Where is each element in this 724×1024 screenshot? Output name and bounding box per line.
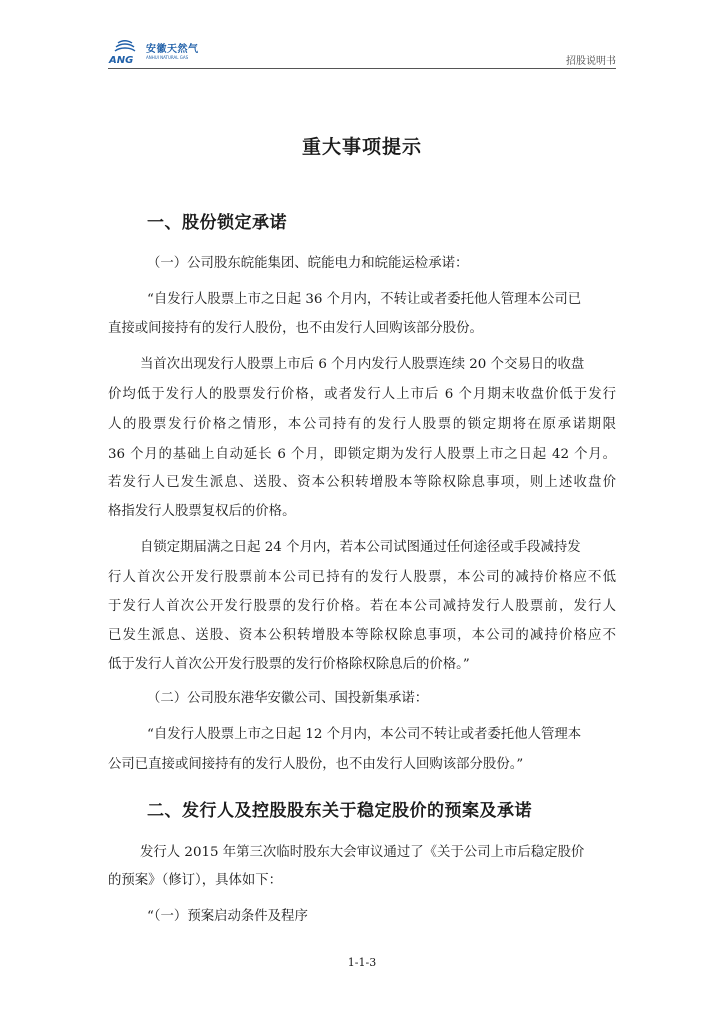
page-header [108,36,616,69]
page-title: 重大事项提示 [301,136,422,158]
s1-p2-line: 36 个月的基础上自动延长 6 个月，即锁定期为发行人股票上市之日起 42 个月。 [108,447,616,462]
s1-p2-line: 格指发行人股票复权后的价格。 [108,504,296,519]
s2-p1-line: 的预案》（修订），具体如下： [108,873,283,888]
s1-p4-line: 公司已直接或间接持有的发行人股份，也不由发行人回购该部分股份。” [108,757,524,772]
s1-p1-line: “自发行人股票上市之日起 36 个月内，不转让或者委托他人管理本公司已 [147,292,582,307]
company-logo-icon [108,39,144,65]
s1-p4-line: “自发行人股票上市之日起 12 个月内，本公司不转让或者委托他人管理本 [147,727,582,742]
page-number: 1-1-3 [347,956,377,969]
s2-p1-line: 发行人 2015 年第三次临时股东大会审议通过了《关于公司上市后稳定股价 [140,845,585,860]
logo-cn-text: 安徽天然气 [146,43,199,55]
s1-p3-line: 于发行人首次公开发行股票的发行价格。若在本公司减持发行人股票前，发行人 [108,599,616,614]
s1-p3-line: 已发生派息、送股、资本公积转增股本等除权除息事项，本公司的减持价格应不 [108,628,616,643]
document-type-label: 招股说明书 [566,56,616,67]
section1-sub2: （二）公司股东港华安徽公司、国投新集承诺： [147,691,429,706]
s1-p2-line: 当首次出现发行人股票上市后 6 个月内发行人股票连续 20 个交易日的收盘 [140,357,585,372]
s1-p1-line: 直接或间接持有的发行人股份，也不由发行人回购该部分股份。 [108,321,483,336]
section2-sub1: “（一）预案启动条件及程序 [147,909,308,924]
company-logo [108,38,199,66]
s1-p2-line: 人的股票发行价格之情形，本公司持有的发行人股票的锁定期将在原承诺期限 [108,417,616,432]
s1-p2-line: 价均低于发行人的股票发行价格，或者发行人上市后 6 个月期末收盘价低于发行 [108,387,616,402]
section1-sub1: （一）公司股东皖能集团、皖能电力和皖能运检承诺： [147,256,469,271]
section1-heading: 一、股份锁定承诺 [147,213,287,233]
s1-p3-line: 低于发行人首次公开发行股票的发行价格除权除息后的价格。” [108,657,470,672]
s1-p3-line: 行人首次公开发行股票前本公司已持有的发行人股票，本公司的减持价格应不低 [108,570,616,585]
logo-mark-text: ANG [109,55,134,65]
logo-en-text: ANHUI NATURAL GAS [146,54,189,60]
s1-p3-line: 自锁定期届满之日起 24 个月内，若本公司试图通过任何途径或手段减持发 [140,540,581,555]
s1-p2-line: 若发行人已发生派息、送股、资本公积转增股本等除权除息事项，则上述收盘价 [108,475,616,490]
section2-heading: 二、发行人及控股股东关于稳定股价的预案及承诺 [147,801,532,821]
